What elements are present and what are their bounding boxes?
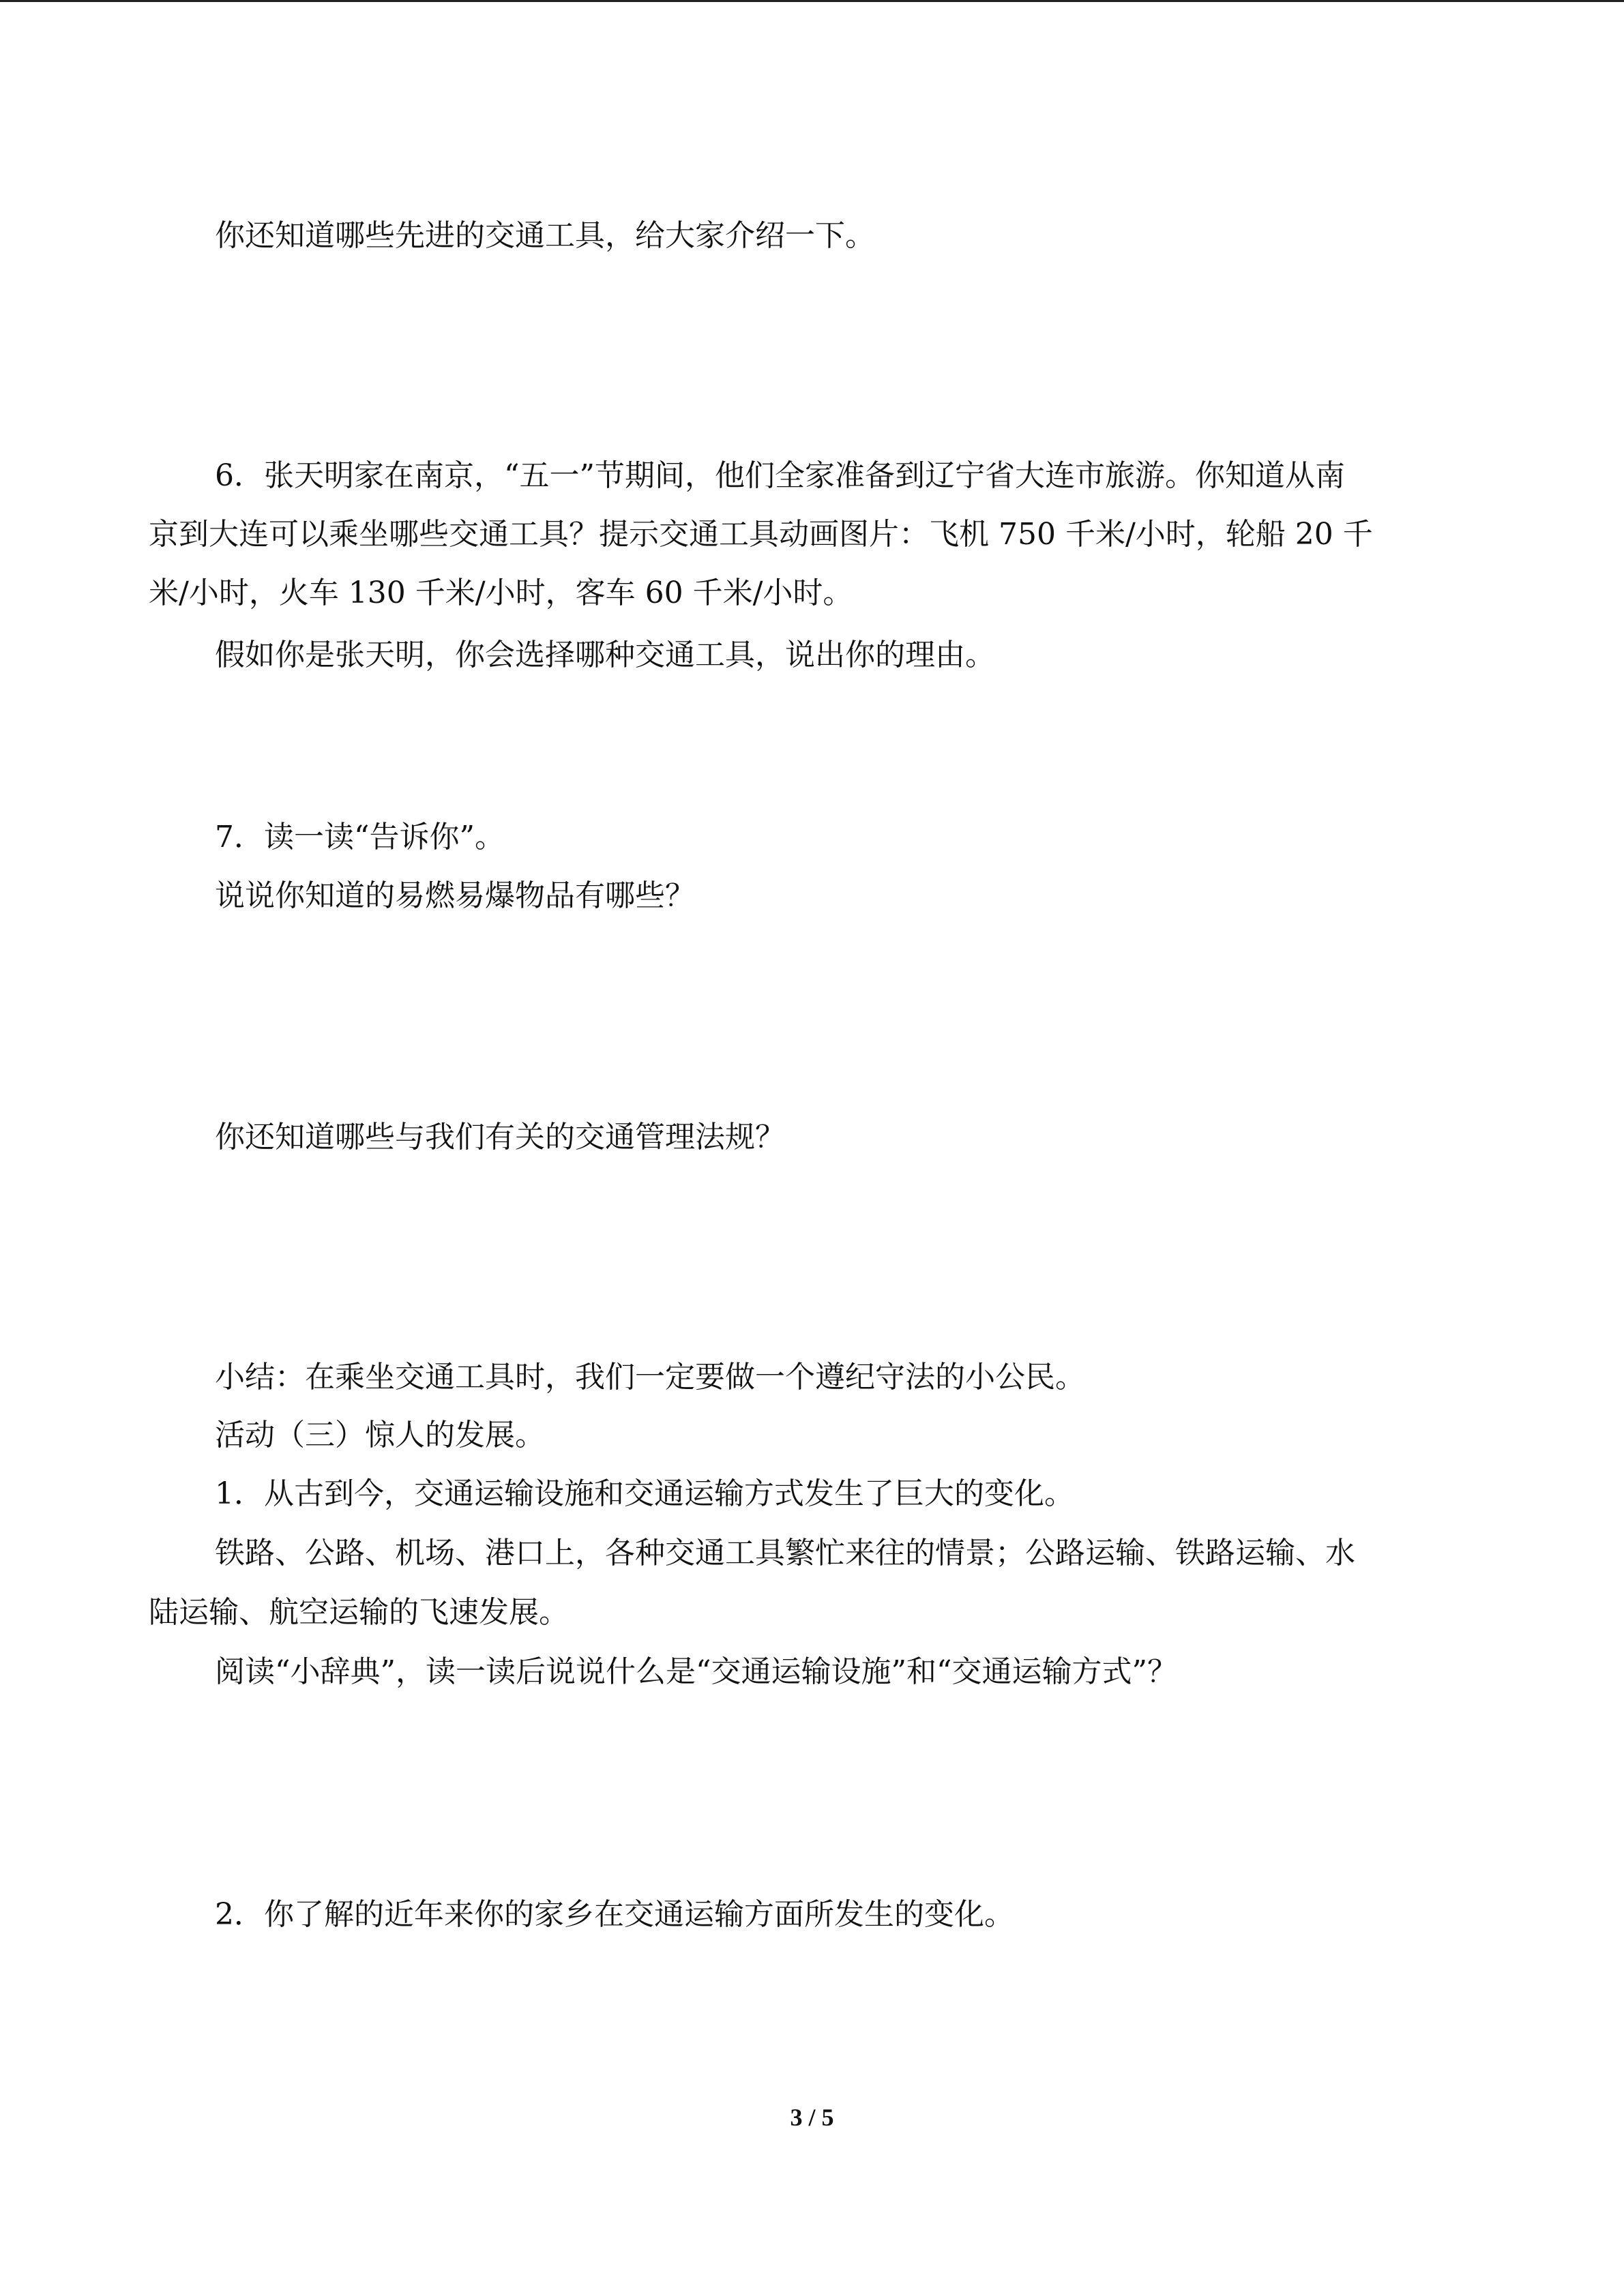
text-line: 阅读“小辞典”，读一读后说说什么是“交通运输设施”和“交通运输方式”？ (215, 1654, 1177, 1689)
text-line: 你还知道哪些与我们有关的交通管理法规？ (215, 1120, 785, 1154)
summary-text: 小结：在乘坐交通工具时，我们一定要做一个遵纪守法的小公民。 (215, 1360, 1085, 1395)
text-line: 陆运输、航空运输的飞速发展。 (149, 1595, 569, 1630)
item-1-text: 1．从古到今，交通运输设施和交通运输方式发生了巨大的变化。 (215, 1476, 1074, 1511)
activity-heading: 活动（三）惊人的发展。 (215, 1418, 545, 1452)
question-6-text: 6．张天明家在南京，“五一”节期间，他们全家准备到辽宁省大连市旅游。你知道从南 (215, 458, 1345, 493)
text-line: 你还知道哪些先进的交通工具，给大家介绍一下。 (215, 218, 875, 253)
question-7-text: 7．读一读“告诉你”。 (215, 820, 505, 854)
item-2-text: 2．你了解的近年来你的家乡在交通运输方面所发生的变化。 (215, 1897, 1014, 1932)
text-line: 米/小时，火车 130 千米/小时，客车 60 千米/小时。 (149, 576, 853, 610)
text-line: 铁路、公路、机场、港口上，各种交通工具繁忙来往的情景；公路运输、铁路运输、水 (215, 1536, 1355, 1570)
text-line: 假如你是张天明，你会选择哪种交通工具，说出你的理由。 (215, 638, 995, 672)
page-number: 3 / 5 (790, 2104, 834, 2131)
text-line: 京到大连可以乘坐哪些交通工具？提示交通工具动画图片：飞机 750 千米/小时，轮船 20 千 (149, 517, 1373, 552)
text-line: 说说你知道的易燃易爆物品有哪些？ (215, 878, 695, 913)
